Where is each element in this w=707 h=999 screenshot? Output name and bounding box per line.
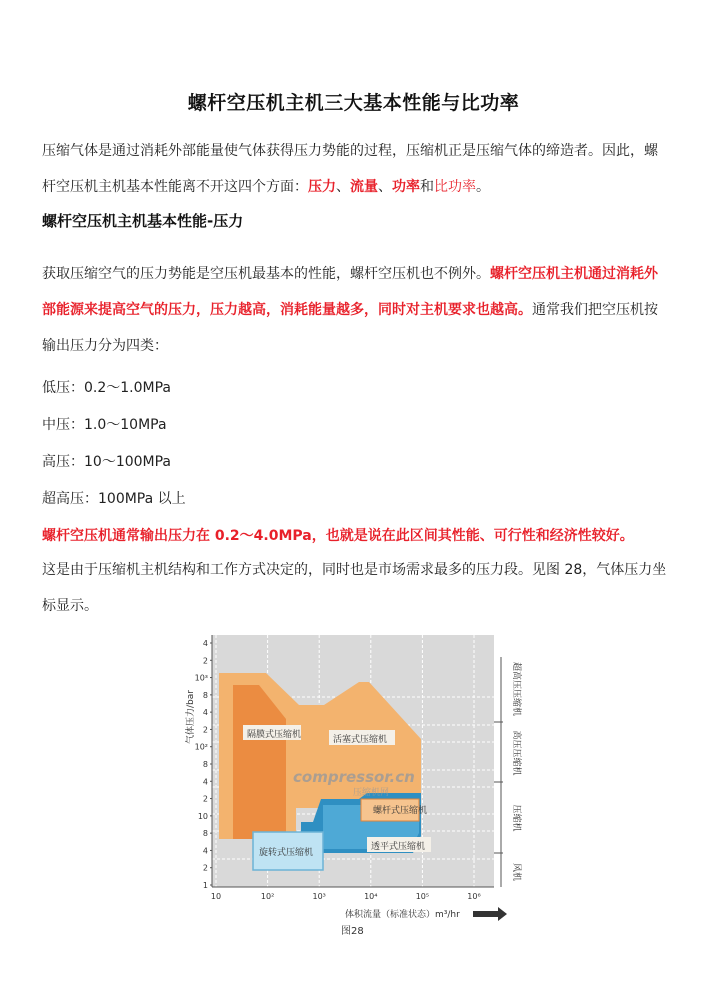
y-tick-label: 10² bbox=[194, 742, 208, 752]
label-piston: 活塞式压缩机 bbox=[333, 735, 388, 745]
class-ultra-high: 超高压：100MPa 以上 bbox=[42, 491, 186, 507]
y-tick-label: 8 bbox=[202, 760, 208, 769]
figure-intro-paragraph: 这是由于压缩机主机结构和工作方式决定的，同时也是市场需求最多的压力段。见图 28，气体压力坐标显示。 bbox=[42, 562, 667, 614]
right-label-ultra: 超高压压缩机 bbox=[511, 661, 521, 717]
keyword-specific-power: 比功率 bbox=[434, 179, 476, 195]
label-turbo: 透平式压缩机 bbox=[371, 842, 426, 852]
pressure-paragraph bbox=[42, 256, 668, 364]
figure-caption: 图28 bbox=[341, 926, 364, 937]
x-tick-label: 10⁶ bbox=[467, 892, 481, 901]
pressure-text-plain: 获取压缩空气的压力势能是空压机最基本的性能，螺杆空压机也不例外。 bbox=[42, 266, 490, 282]
figure-svg bbox=[183, 627, 523, 939]
keyword-pressure: 压力 bbox=[308, 179, 336, 195]
pressure-flow-figure bbox=[183, 627, 523, 939]
page-title: 螺杆空压机主机三大基本性能与比功率 bbox=[187, 92, 520, 114]
y-tick-labels bbox=[195, 639, 212, 890]
keyword-flow: 流量 bbox=[350, 179, 378, 195]
x-axis-label: 体积流量（标准状态）m³/hr bbox=[345, 910, 460, 920]
y-tick-label: 8 bbox=[202, 829, 208, 839]
label-screw: 螺杆式压缩机 bbox=[373, 806, 428, 816]
watermark-subtext: 压缩机网 bbox=[353, 788, 390, 798]
y-tick-label: 2 bbox=[202, 656, 208, 666]
conj-and: 和 bbox=[420, 179, 434, 195]
y-tick-label: 2 bbox=[202, 794, 208, 804]
x-tick-label: 10 bbox=[210, 892, 222, 901]
y-tick-label: 2 bbox=[202, 725, 208, 735]
label-diaphragm: 隔膜式压缩机 bbox=[247, 730, 302, 740]
x-tick-labels bbox=[211, 892, 481, 901]
x-axis-arrow-icon bbox=[473, 907, 507, 921]
label-rotary: 旋转式压缩机 bbox=[259, 848, 314, 858]
right-label-fan: 风机 bbox=[511, 862, 521, 882]
pressure-text-highlight: 螺杆空压机主机通过消耗外部能源来提高空气的压力，压力越高，消耗能量越多，同时对主机要求也越高。 bbox=[42, 266, 658, 318]
intro-text: 压缩气体是通过消耗外部能量使气体获得压力势能的过程，压缩机正是压缩气体的缔造者。因此，螺杆空压机主机基本性能离不开这四个方面： bbox=[42, 143, 658, 195]
pressure-text-tail: 通常我们把空压机按输出压力分为四类： bbox=[42, 302, 658, 354]
keyword-power: 功率 bbox=[392, 179, 420, 195]
y-tick-label: 1 bbox=[202, 881, 208, 890]
intro-paragraph bbox=[42, 133, 668, 205]
y-tick-label: 8 bbox=[202, 690, 208, 700]
class-high: 高压：10～100MPa bbox=[42, 454, 172, 470]
y-tick-label: 4 bbox=[202, 639, 208, 648]
intro-end: 。 bbox=[476, 179, 490, 195]
y-tick-label: 10 bbox=[197, 811, 208, 821]
typical-range-statement: 螺杆空压机通常输出压力在 0.2～4.0MPa，也就是说在此区间其性能、可行性和经济性较好。 bbox=[42, 528, 634, 544]
class-low: 低压：0.2～1.0MPa bbox=[42, 380, 172, 396]
right-label-high: 高压压缩机 bbox=[511, 730, 521, 776]
x-tick-label: 10⁴ bbox=[364, 892, 378, 901]
y-tick-label: 4 bbox=[202, 777, 208, 787]
y-axis-label: 气体压力/bar bbox=[186, 690, 196, 744]
x-tick-label: 10⁵ bbox=[415, 892, 430, 901]
class-medium: 中压：1.0～10MPa bbox=[42, 417, 167, 433]
y-tick-label: 10³ bbox=[194, 673, 208, 683]
sep-1: 、 bbox=[336, 179, 350, 195]
y-tick-label: 4 bbox=[202, 708, 208, 718]
y-tick-label: 2 bbox=[202, 863, 208, 873]
right-label-compressor: 压缩机 bbox=[511, 804, 521, 832]
watermark-text: compressor.cn bbox=[293, 768, 415, 786]
x-tick-label: 10² bbox=[260, 892, 275, 901]
sep-2: 、 bbox=[378, 179, 392, 195]
x-tick-label: 10³ bbox=[312, 892, 326, 901]
section-title: 螺杆空压机主机基本性能-压力 bbox=[42, 212, 244, 230]
y-tick-label: 4 bbox=[202, 846, 208, 856]
